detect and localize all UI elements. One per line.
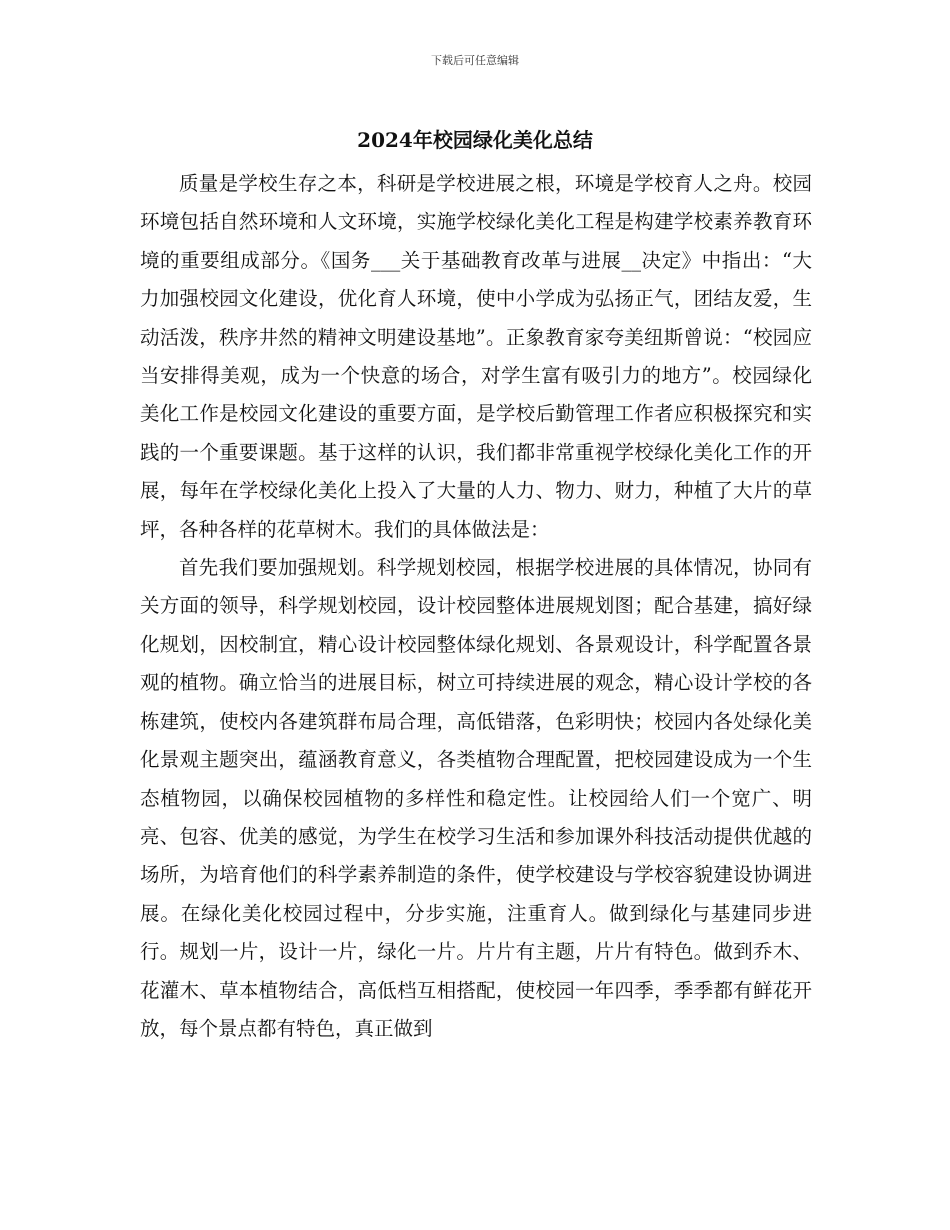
paragraph-intro: 质量是学校生存之本，科研是学校进展之根，环境是学校育人之舟。校园环境包括自然环境和人文环境，实施学校绿化美化工程是构建学校素养教育环境的重要组成部分。《国务___关于基础教育改革与进展__决定》中指出：“大力加强校园文化建设，优化育人环境，使中小学成为弘扬正气，团结友爱，生动活泼，秩序井然的精神文明建设基地”。正象教育家夸美纽斯曾说：“校园应当安排得美观，成为一个快意的场合，对学生富有吸引力的地方”。校园绿化美化工作是校园文化建设的重要方面，是学校后勤管理工作者应积极探究和实践的一个重要课题。基于这样的认识，我们都非常重视学校绿化美化工作的开展，每年在学校绿化美化上投入了大量的人力、物力、财力，种植了大片的草坪，各种各样的花草树木。我们的具体做法是： bbox=[140, 172, 812, 541]
document-body bbox=[140, 165, 812, 1048]
document-title: 2024年校园绿化美化总结 bbox=[357, 128, 593, 152]
paragraph-planning: 首先我们要加强规划。科学规划校园，根据学校进展的具体情况，协同有关方面的领导，科学规划校园，设计校园整体进展规划图；配合基建，搞好绿化规划，因校制宜，精心设计校园整体绿化规划、各景观设计，科学配置各景观的植物。确立恰当的进展目标，树立可持续进展的观念，精心设计学校的各栋建筑，使校内各建筑群布局合理，高低错落，色彩明快；校园内各处绿化美化景观主题突出，蕴涵教育意义，各类植物合理配置，把校园建设成为一个生态植物园，以确保校园植物的多样性和稳定性。让校园给人们一个宽广、明亮、包容、优美的感觉，为学生在校学习生活和参加课外科技活动提供优越的场所，为培育他们的科学素养制造的条件，使学校建设与学校容貌建设协调进展。在绿化美化校园过程中，分步实施，注重育人。做到绿化与基建同步进行。规划一片，设计一片，绿化一片。片片有主题，片片有特色。做到乔木、花灌木、草本植物结合，高低档互相搭配，使校园一年四季，季季都有鲜花开放，每个景点都有特色，真正做到 bbox=[140, 556, 812, 1040]
header-note: 下载后可任意编辑 bbox=[431, 54, 519, 67]
